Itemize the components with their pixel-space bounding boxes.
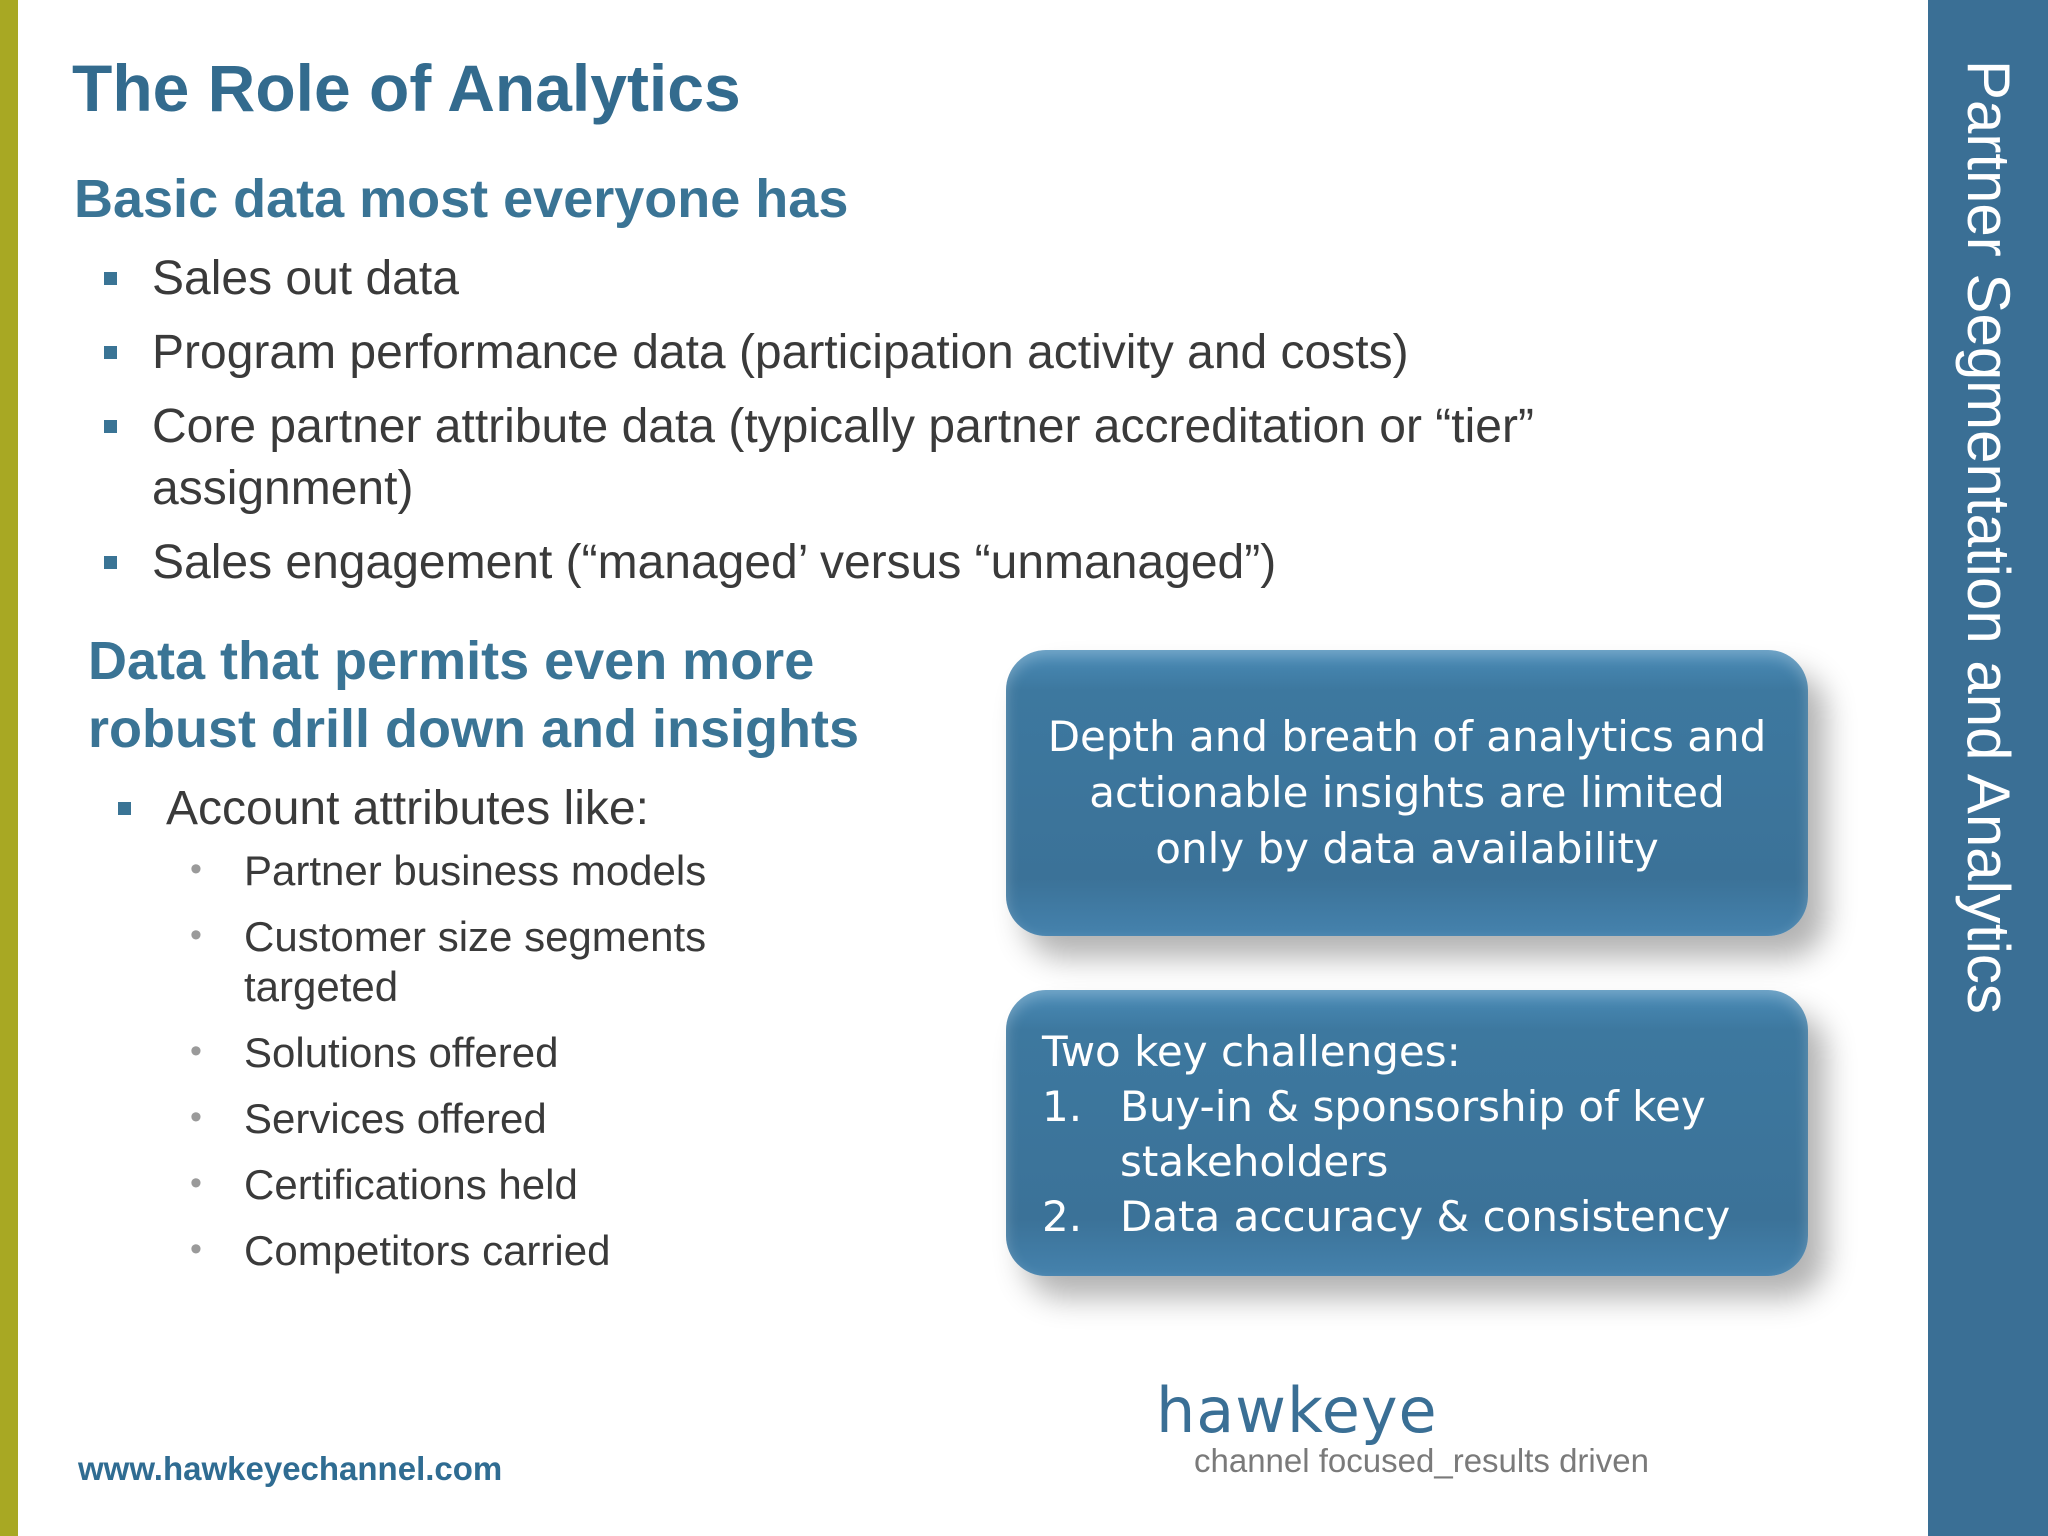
account-attributes-heading bbox=[118, 778, 649, 840]
list-item-text: Core partner attribute data (typically partner accreditation or “tier” assignment) bbox=[152, 400, 1534, 515]
item-number: 1. bbox=[1042, 1082, 1083, 1131]
list-item-text: Program performance data (participation activity and costs) bbox=[152, 326, 1409, 379]
item-text: Data accuracy & consistency bbox=[1120, 1192, 1731, 1241]
square-bullet-icon bbox=[118, 802, 131, 815]
callout-heading: Two key challenges: bbox=[1042, 1027, 1461, 1076]
list-item-text: Customer size segments targeted bbox=[244, 913, 707, 1010]
item-number: 2. bbox=[1042, 1192, 1083, 1241]
hawkeye-logo: hawkeye bbox=[1156, 1374, 1438, 1447]
logo-tagline: channel focused_results driven bbox=[1194, 1442, 1649, 1479]
list-item bbox=[104, 248, 1704, 310]
list-item bbox=[104, 396, 1704, 520]
square-bullet-icon bbox=[104, 346, 117, 359]
account-attributes-list bbox=[190, 846, 890, 1292]
dot-bullet-icon: • bbox=[190, 1230, 202, 1268]
footer-website-link[interactable]: www.hawkeyechannel.com bbox=[78, 1450, 503, 1487]
dot-bullet-icon: • bbox=[190, 1032, 202, 1070]
numbered-item bbox=[1042, 1079, 1772, 1189]
list-item bbox=[190, 1226, 890, 1276]
callout-key-challenges bbox=[1006, 990, 1808, 1276]
section-heading-line: Data that permits even more bbox=[88, 631, 815, 691]
square-bullet-icon bbox=[104, 272, 117, 285]
list-item bbox=[190, 1094, 890, 1144]
list-item-text: Solutions offered bbox=[244, 1029, 559, 1076]
callout-data-availability bbox=[1006, 650, 1808, 936]
slide-title: The Role of Analytics bbox=[72, 51, 741, 125]
section-heading-robust-data bbox=[88, 628, 859, 763]
square-bullet-icon bbox=[104, 556, 117, 569]
list-item bbox=[190, 1028, 890, 1078]
vertical-section-title: Partner Segmentation and Analytics bbox=[1955, 60, 2022, 1014]
list-item-text: Certifications held bbox=[244, 1161, 578, 1208]
basic-data-list bbox=[104, 248, 1704, 606]
list-item bbox=[190, 846, 890, 896]
section-heading-basic-data: Basic data most everyone has bbox=[74, 169, 849, 229]
callout-text: Depth and breath of analytics and actionable insights are limited only by data availability bbox=[1047, 712, 1767, 873]
list-item-text: Services offered bbox=[244, 1095, 547, 1142]
list-item-text: Account attributes like: bbox=[166, 782, 649, 835]
list-item bbox=[104, 322, 1704, 384]
list-item-text: Partner business models bbox=[244, 847, 707, 894]
dot-bullet-icon: • bbox=[190, 1164, 202, 1202]
list-item-text: Sales engagement (“managed’ versus “unmanaged”) bbox=[152, 536, 1277, 589]
section-heading-line: robust drill down and insights bbox=[88, 698, 859, 759]
left-accent-bar bbox=[0, 0, 18, 1536]
dot-bullet-icon: • bbox=[190, 916, 202, 954]
list-item bbox=[190, 1160, 890, 1210]
list-item bbox=[190, 912, 890, 1012]
list-item-text: Competitors carried bbox=[244, 1227, 611, 1274]
dot-bullet-icon: • bbox=[190, 850, 202, 888]
item-text: Buy-in & sponsorship of key stakeholders bbox=[1120, 1082, 1706, 1186]
numbered-item bbox=[1042, 1189, 1772, 1244]
list-item bbox=[104, 532, 1704, 594]
square-bullet-icon bbox=[104, 420, 117, 433]
dot-bullet-icon: • bbox=[190, 1098, 202, 1136]
list-item-text: Sales out data bbox=[152, 252, 459, 305]
